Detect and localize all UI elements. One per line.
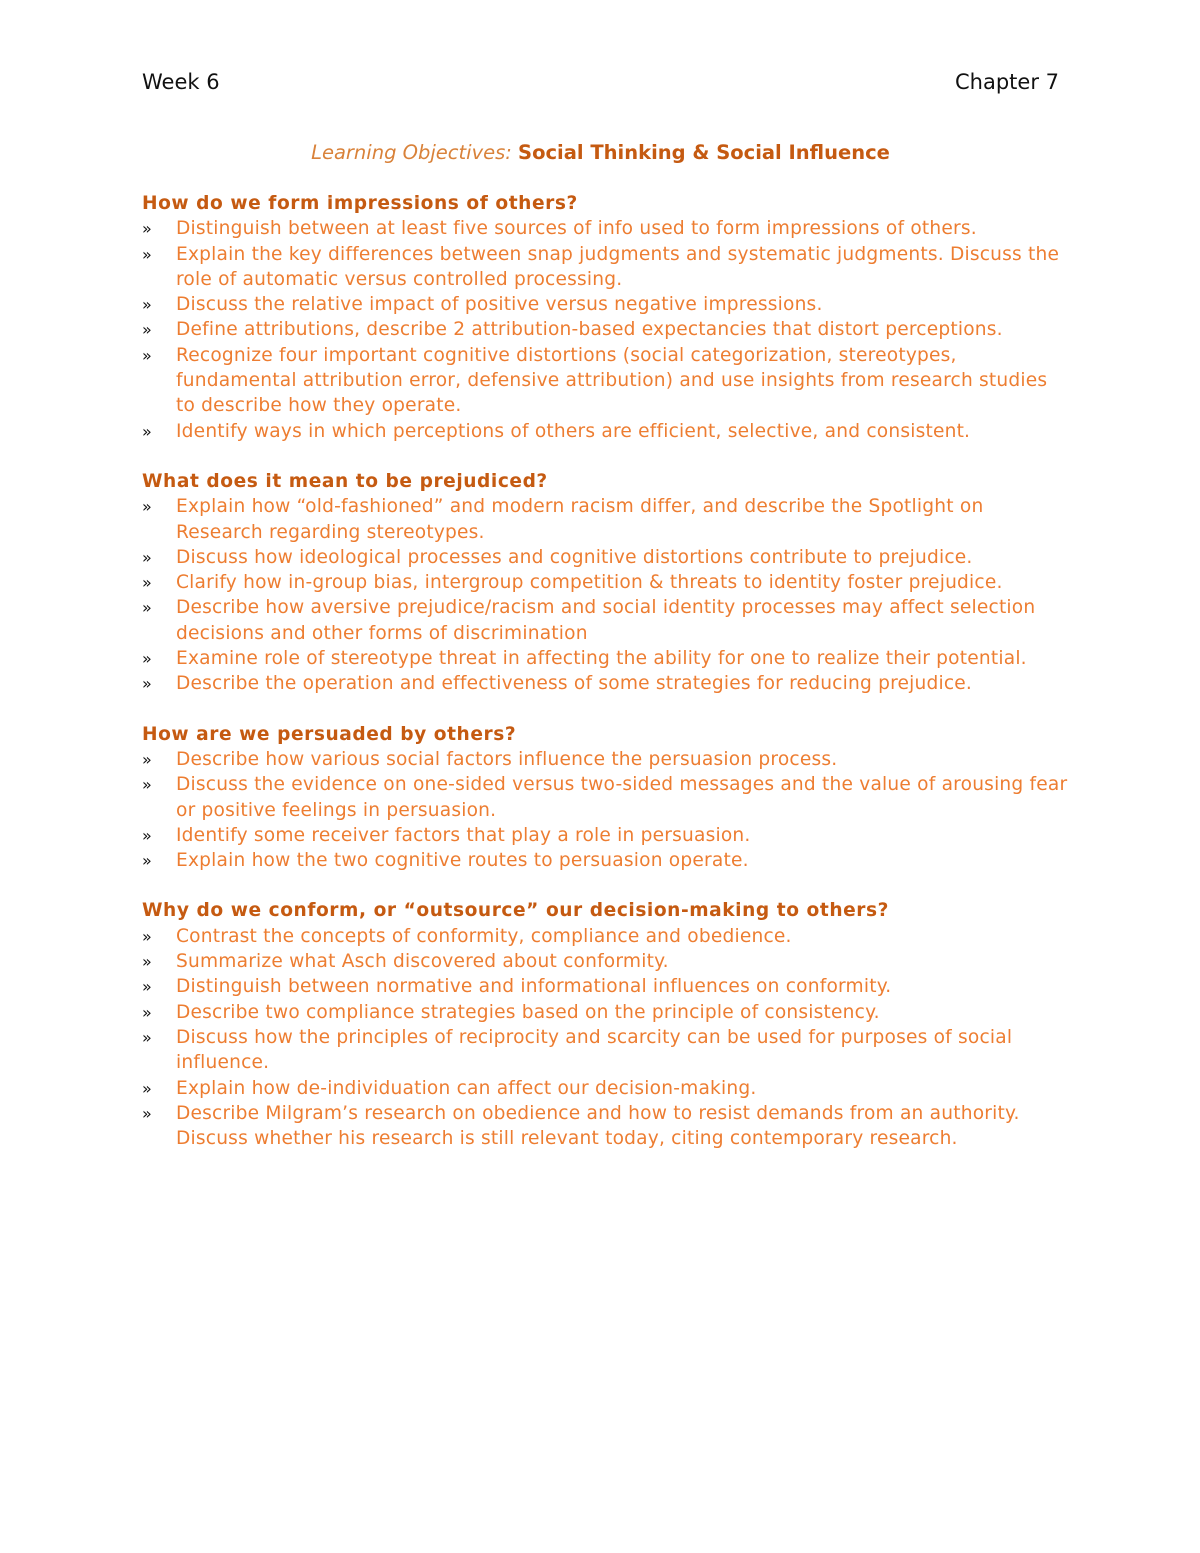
section-heading: How do we form impressions of others? [142,193,578,214]
bullet-icon: » [142,295,152,315]
header-chapter: Chapter 7 [955,70,1059,94]
bullet-icon: » [142,1103,152,1123]
objective-text: Discuss how ideological processes and cognitive distortions contribute to prejudice. [176,546,973,568]
objective-section [142,898,1072,1151]
objective-text: Distinguish between at least five sources of info used to form impressions of others. [176,218,977,240]
bullet-icon: » [142,573,152,593]
bullet-icon: » [142,1002,152,1022]
bullet-icon: » [142,421,152,441]
objective-text: Describe how aversive prejudice/racism and social identity processes may affect selection decisions and other forms of discrimination [176,597,1036,644]
objective-text: Summarize what Asch discovered about conformity. [176,951,669,973]
title-lead: Learning Objectives: [311,141,512,164]
section-heading: Why do we conform, or “outsource” our decision-making to others? [142,900,889,922]
objective-text: Contrast the concepts of conformity, compliance and obedience. [176,925,792,947]
objective-item [142,317,1072,342]
objective-item [142,343,1072,419]
bullet-icon: » [142,345,152,365]
bullet-icon: » [142,244,152,264]
bullet-icon: » [142,952,152,972]
objective-text: Describe the operation and effectiveness of some strategies for reducing prejudice. [176,673,973,695]
objective-text: Explain how “old-fashioned” and modern racism differ, and describe the Spotlight on Research regarding stereotypes. [176,496,984,543]
objective-item [142,570,1072,595]
objective-item [142,1101,1072,1152]
objectives-body [142,191,1072,1176]
bullet-icon: » [142,926,152,946]
objective-item [142,747,1072,772]
page-title [142,141,1059,164]
objective-item [142,1000,1072,1025]
objective-text: Clarify how in-group bias, intergroup competition & threats to identity foster prejudice. [176,572,1003,594]
objective-text: Identify ways in which perceptions of others are efficient, selective, and consistent. [176,420,971,442]
header-week: Week 6 [142,70,220,94]
objective-item [142,242,1072,293]
objective-item [142,595,1072,646]
bullet-icon: » [142,320,152,340]
objective-text: Discuss the relative impact of positive versus negative impressions. [176,294,823,316]
section-heading: What does it mean to be prejudiced? [142,470,548,492]
objective-item [142,924,1072,949]
bullet-icon: » [142,547,152,567]
objective-item [142,419,1072,444]
objective-text: Discuss how the principles of reciprocity and scarcity can be used for purposes of social influence. [176,1026,1013,1074]
objective-text: Explain how de-individuation can affect our decision-making. [176,1077,757,1099]
bullet-icon: » [142,749,152,769]
bullet-icon: » [142,674,152,694]
objective-section [142,191,1072,444]
page-header [142,70,1059,100]
objective-text: Explain how the two cognitive routes to persuasion operate. [176,850,749,872]
section-heading: How are we persuaded by others? [142,723,517,745]
objective-text: Identify some receiver factors that play a role in persuasion. [176,824,751,846]
bullet-icon: » [142,825,152,845]
objective-item [142,671,1072,696]
objective-item [142,545,1072,570]
objective-section [142,722,1072,874]
objective-item [142,848,1072,873]
objective-item [142,646,1072,671]
title-main: Social Thinking & Social Influence [518,141,890,164]
objective-text: Define attributions, describe 2 attribution-based expectancies that distort perceptions. [176,319,1003,341]
objective-item [142,949,1072,974]
objective-text: Distinguish between normative and informational influences on conformity. [176,976,892,998]
objective-text: Describe how various social factors influence the persuasion process. [176,748,838,770]
objective-item [142,494,1072,545]
objective-text: Examine role of stereotype threat in affecting the ability for one to realize their potential. [176,648,1027,670]
bullet-icon: » [142,1078,152,1098]
objective-text: Discuss the evidence on one-sided versus two-sided messages and the value of arousing fear or positive feelings in persuasion. [176,774,1068,821]
objective-item [142,216,1072,241]
bullet-icon: » [142,977,152,997]
objective-text: Describe Milgram’s research on obedience and how to resist demands from an authority. Discuss whether his research is still relevant today, citing contemporary research. [176,1102,1020,1150]
objective-item [142,1076,1072,1101]
objective-text: Describe two compliance strategies based on the principle of consistency. [176,1001,880,1023]
bullet-icon: » [142,497,152,517]
objective-item [142,1025,1072,1076]
bullet-icon: » [142,219,152,239]
objective-item [142,292,1072,317]
bullet-icon: » [142,598,152,618]
bullet-icon: » [142,1027,152,1047]
bullet-icon: » [142,649,152,669]
objective-text: Recognize four important cognitive distortions (social categorization, stereotypes, fundamental attribution error, defensive attribution) and use insights from research studies to describe how they operate. [176,344,1048,417]
objective-text: Explain the key differences between snap judgments and systematic judgments. Discuss the role of automatic versus controlled processing. [176,243,1060,290]
objective-section [142,469,1072,697]
bullet-icon: » [142,851,152,871]
bullet-icon: » [142,775,152,795]
objective-item [142,823,1072,848]
objective-item [142,974,1072,999]
objective-item [142,772,1072,823]
